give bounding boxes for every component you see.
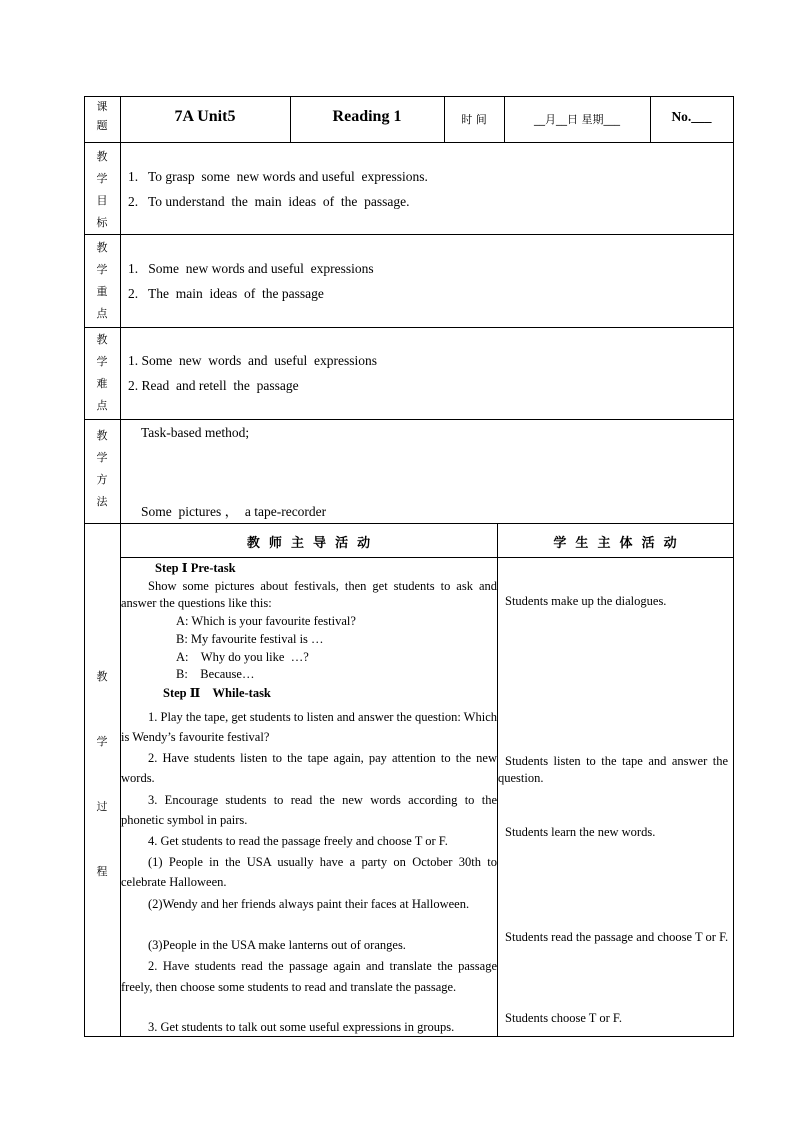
student-activities-header: 学 生 主 体 活 动 <box>553 536 677 551</box>
objective-item: 1. To grasp some new words and useful expressions. <box>128 169 428 184</box>
while-task-item: 2. Have students listen to the tape again, pay attention to the new words. <box>121 751 497 785</box>
while-task-item: 3. Get students to talk out some useful expressions in groups. <box>148 1020 455 1034</box>
methods-label: 教 学 方 法 <box>96 429 108 508</box>
difficulty-item: 1. Some new words and useful expressions <box>128 353 377 368</box>
row-divider <box>120 557 734 558</box>
key-point-item: 2. The main ideas of the passage <box>128 286 324 301</box>
topic-label: 课 题 <box>96 100 108 132</box>
while-task-item: (3)People in the USA make lanterns out of oranges. <box>148 938 406 952</box>
row-divider <box>84 327 734 328</box>
objective-item: 2. To understand the main ideas of the passage. <box>128 194 410 209</box>
table-border-right <box>733 96 734 1037</box>
row-divider <box>84 142 734 143</box>
student-activity: Students make up the dialogues. <box>505 594 667 608</box>
student-activity: Students choose T or F. <box>505 1011 622 1025</box>
teaching-aids: Some pictures ， a tape-recorder <box>141 504 327 519</box>
key-point-item: 1. Some new words and useful expressions <box>128 261 374 276</box>
objectives-label: 教 学 目 标 <box>96 150 108 229</box>
date-field: __月__日 星期___ <box>534 113 620 126</box>
teacher-activities-header: 教 师 主 导 活 动 <box>246 536 371 551</box>
while-task-item: (1) People in the USA usually have a party on October 30th to celebrate Halloween. <box>121 855 497 889</box>
difficulties-label: 教 学 难 点 <box>96 333 108 412</box>
lesson-title: Reading 1 <box>332 108 402 125</box>
table-border-bottom <box>84 1036 734 1037</box>
key-points-label: 教 学 重 点 <box>96 241 108 320</box>
teaching-method: Task-based method; <box>141 425 250 440</box>
difficulty-item: 2. Read and retell the passage <box>128 378 299 393</box>
student-activity: Students read the passage and choose T or F. <box>505 930 729 944</box>
time-label: 时 间 <box>461 113 487 126</box>
row-divider <box>84 419 734 420</box>
row-divider <box>84 523 734 524</box>
number-field: No.___ <box>671 109 712 124</box>
dialogue-line: A: Why do you like …? <box>176 650 309 664</box>
while-task-item: (2)Wendy and her friends always paint their faces at Halloween. <box>148 897 470 911</box>
dialogue-line: B: Because… <box>176 667 255 681</box>
process-label: 教 学 过 程 <box>96 670 108 878</box>
table-border-left <box>84 96 85 1037</box>
while-task-item: 1. Play the tape, get students to listen and answer the question: Which is Wendy’s favourite festival? <box>121 710 498 744</box>
step2-title: Step Ⅱ While-task <box>163 686 271 700</box>
student-activity: Students listen to the tape and answer the question. <box>498 754 728 785</box>
unit-title: 7A Unit5 <box>174 108 236 125</box>
step1-intro: Show some pictures about festivals, then get students to ask and answer the questions like this: <box>121 579 497 610</box>
dialogue-line: B: My favourite festival is … <box>176 632 324 646</box>
table-border-top <box>84 96 734 97</box>
row-divider <box>84 234 734 235</box>
while-task-item: 3. Encourage students to read the new words according to the phonetic symbol in pairs. <box>121 793 497 827</box>
while-task-item: 2. Have students read the passage again and translate the passage freely, then choose some students to read and translate the passage. <box>121 959 497 994</box>
while-task-item: 4. Get students to read the passage freely and choose T or F. <box>148 834 448 848</box>
step1-title: Step Ⅰ Pre-task <box>155 561 236 575</box>
student-activity: Students learn the new words. <box>505 825 656 839</box>
dialogue-line: A: Which is your favourite festival? <box>176 614 356 628</box>
